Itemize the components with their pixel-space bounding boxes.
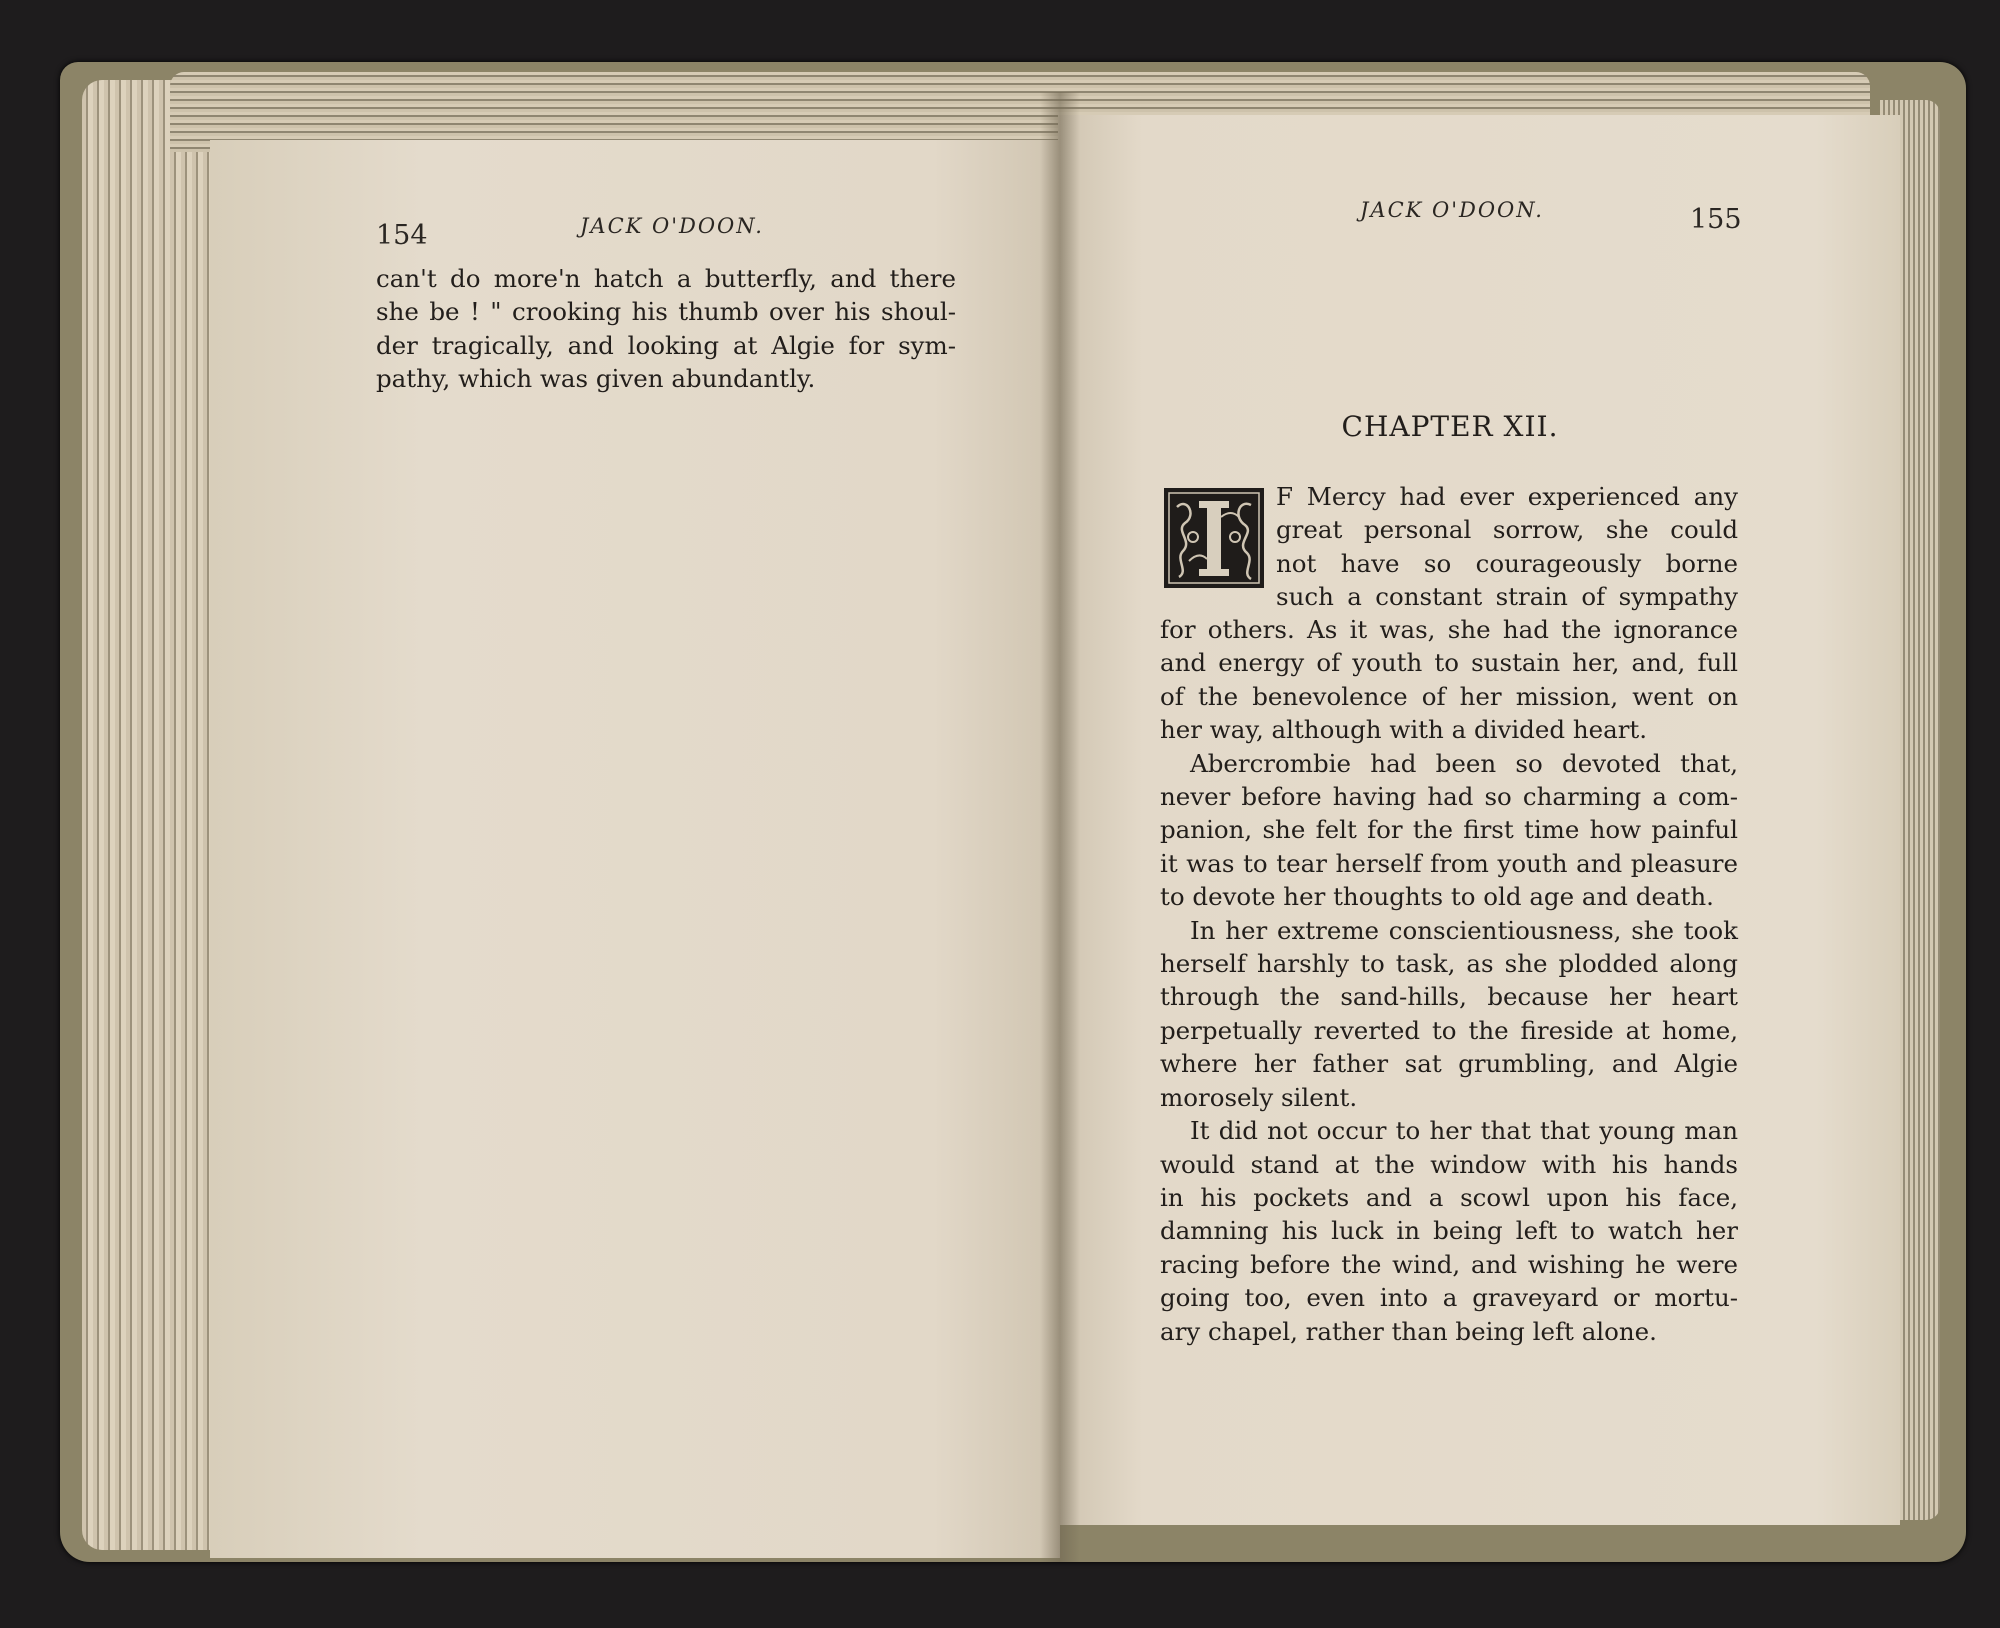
text-line: F Mercy had ever experienced any: [1276, 482, 1738, 511]
text-line: her way, although with a divided heart.: [1160, 715, 1648, 745]
text-line: der tragically, and looking at Algie for sym-: [376, 330, 956, 360]
text-line: not have so courageously borne: [1276, 548, 1738, 578]
text-line: panion, she felt for the first time how painful: [1160, 815, 1738, 845]
text-line: in his pockets and a scowl upon his face,: [1160, 1182, 1738, 1212]
text-line: Abercrombie had been so devoted that,: [1190, 748, 1738, 778]
right-running-header: JACK O'DOON.: [1360, 198, 1544, 222]
chapter-title: CHAPTER XII.: [1341, 410, 1559, 443]
text-line: to devote her thoughts to old age and death.: [1160, 882, 1714, 912]
right-page-number: 155: [1690, 204, 1742, 235]
text-line: great personal sorrow, she could: [1276, 515, 1738, 545]
text-line: In her extreme conscientiousness, she took: [1190, 915, 1738, 945]
text-line: morosely silent.: [1160, 1082, 1358, 1112]
text-line: going too, even into a graveyard or mortu-: [1160, 1283, 1738, 1313]
text-line: she be ! " crooking his thumb over his shoul-: [376, 297, 956, 327]
text-line: perpetually reverted to the fireside at home,: [1160, 1015, 1738, 1045]
left-running-header: JACK O'DOON.: [580, 214, 764, 238]
right-page-body: [1160, 613, 1738, 1348]
book-gutter: [1040, 92, 1080, 1562]
drop-cap-paragraph: [1276, 480, 1738, 614]
text-line: It did not occur to her that that young man: [1190, 1116, 1738, 1146]
left-page-number: 154: [376, 220, 428, 251]
text-line: damning his luck in being left to watch her: [1160, 1216, 1738, 1246]
text-line: never before having had so charming a com-: [1160, 782, 1738, 812]
text-line: where her father sat grumbling, and Algie: [1160, 1049, 1738, 1079]
text-line: can't do more'n hatch a butterfly, and there: [376, 264, 956, 293]
text-line: of the benevolence of her mission, went on: [1160, 681, 1738, 711]
text-line: such a constant strain of sympathy: [1276, 582, 1738, 612]
left-page-text: [376, 262, 956, 396]
text-line: racing before the wind, and wishing he were: [1160, 1249, 1738, 1279]
text-line: herself harshly to task, as she plodded along: [1160, 949, 1738, 979]
text-line: for others. As it was, she had the ignorance: [1160, 615, 1738, 644]
text-line: pathy, which was given abundantly.: [376, 364, 816, 394]
text-line: it was to tear herself from youth and pleasure: [1160, 848, 1738, 878]
text-line: and energy of youth to sustain her, and, full: [1160, 648, 1738, 678]
text-line: ary chapel, rather than being left alone.: [1160, 1316, 1657, 1346]
ornamental-initial-i-icon: [1163, 487, 1265, 589]
text-line: through the sand-hills, because her heart: [1160, 982, 1738, 1012]
text-line: would stand at the window with his hands: [1160, 1149, 1738, 1179]
